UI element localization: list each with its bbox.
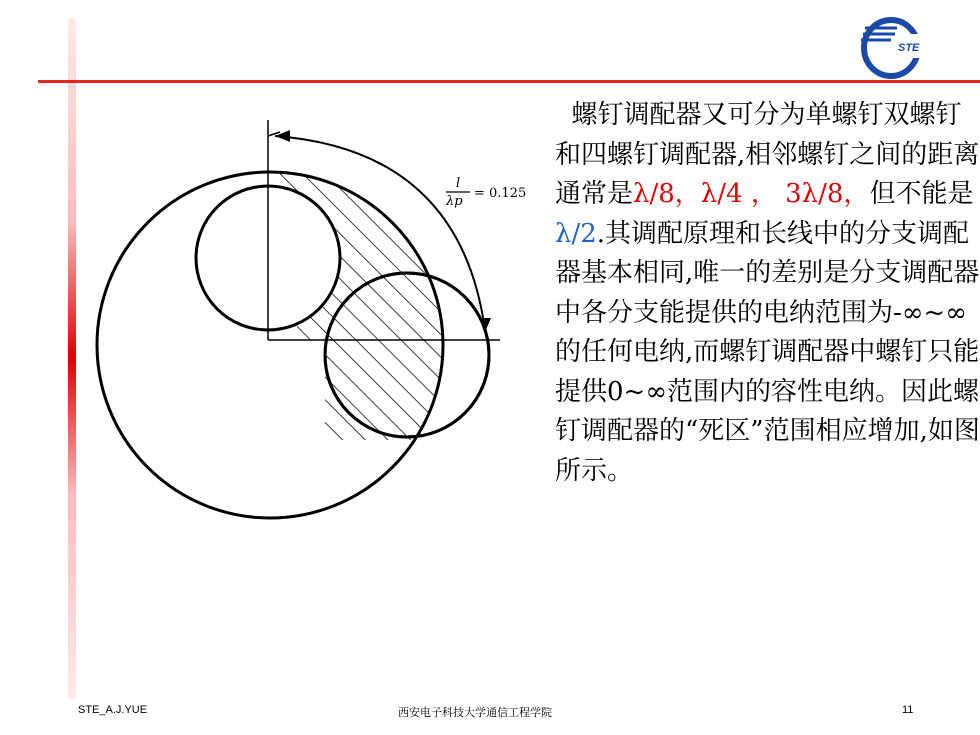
paragraph-part-1: 螺钉调配器又可分为单螺钉双螺钉和四螺钉调配器,相邻螺钉之间的距离通常是 <box>555 100 980 209</box>
ste-logo <box>855 14 925 80</box>
footer-institution: 西安电子科技大学通信工程学院 <box>398 706 552 719</box>
paragraph-part-4: .其调配原理和长线中的分支调配器基本相同,唯一的差别是分支调配器中各分支能提供的电纳范围为-∞~∞的任何电纳,而螺钉调配器中螺钉只能提供0~∞范围内的容性电纳。因此螺钉调配器的“死区”范围相应增加,如图所示。 <box>555 218 980 486</box>
footer-author: STE_A.J.YUE <box>78 704 148 716</box>
ratio-value: = 0.125 <box>474 186 527 201</box>
ratio-numerator: l <box>456 176 461 191</box>
left-accent-bar <box>68 18 76 698</box>
page-number: 11 <box>902 704 914 716</box>
ratio-denominator: λp <box>446 194 463 209</box>
logo-text: STE <box>898 42 920 54</box>
header-rule <box>38 80 980 83</box>
spacing-lambda-4-3lambda-8: λ/4 ， 3λ/8， <box>700 179 870 209</box>
ratio-label <box>440 173 550 213</box>
spacing-lambda-8: λ/8， <box>633 179 701 209</box>
spacing-lambda-2: λ/2 <box>555 218 597 249</box>
explanation-paragraph <box>555 96 980 491</box>
paragraph-part-3: 但不能是 <box>869 179 974 209</box>
